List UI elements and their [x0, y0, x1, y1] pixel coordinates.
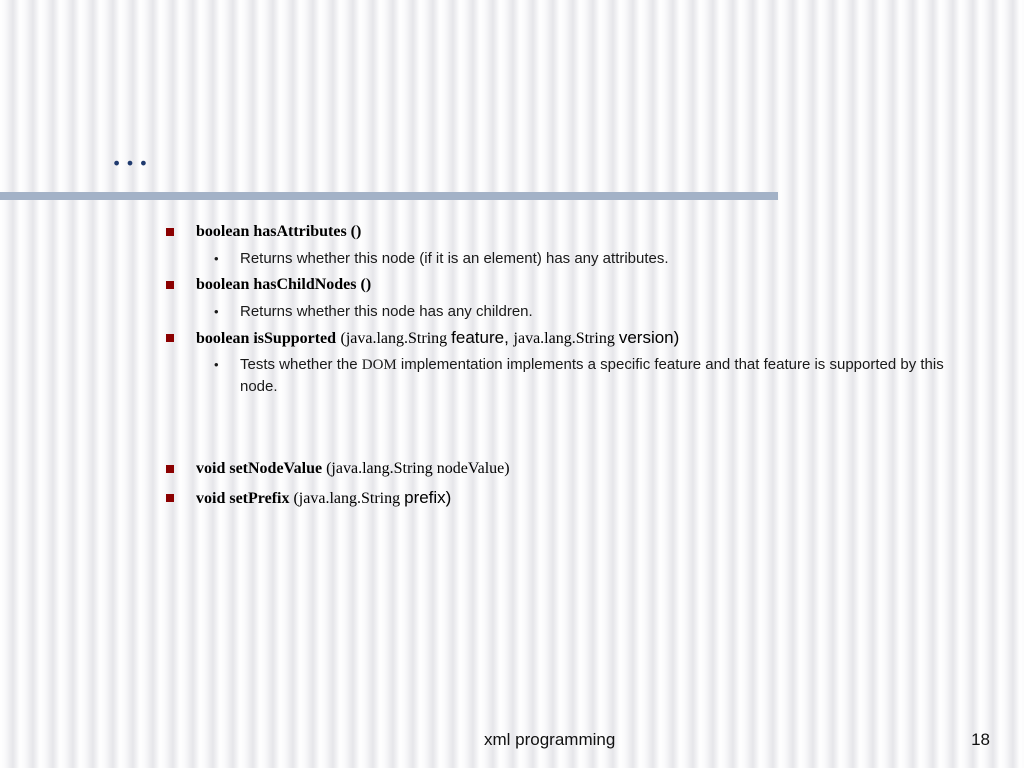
param-name: feature, [451, 328, 514, 347]
dom-term: DOM [361, 357, 397, 373]
bullet-set-node-value [196, 459, 510, 479]
dot-bullet-icon: • [214, 251, 219, 266]
sub-bullet-is-supported [214, 354, 960, 397]
param-type: java.lang.String [513, 330, 619, 347]
param-type: (java.lang.String [340, 330, 452, 347]
method-description-part: Tests whether the [240, 356, 362, 373]
method-name: boolean isSupported [196, 330, 337, 347]
footer-text: xml programming [484, 730, 616, 749]
method-description: Returns whether this node has any children. [240, 303, 533, 320]
method-description-part: implementation implements a specific feature and that feature is supported by this node. [240, 356, 944, 395]
param-name: version) [618, 328, 680, 347]
sub-bullet-has-attributes [214, 248, 960, 269]
square-bullet-icon [166, 465, 174, 473]
dot-bullet-icon: • [214, 304, 219, 319]
method-signature: boolean hasAttributes () [196, 223, 362, 240]
method-signature: boolean hasChildNodes () [196, 276, 372, 293]
sub-bullet-has-child-nodes [214, 301, 960, 322]
square-bullet-icon [166, 228, 174, 236]
param-name: prefix) [404, 488, 452, 507]
title-rule [0, 192, 778, 200]
method-description: Returns whether this node (if it is an element) has any attributes. [240, 250, 669, 267]
slide-title: … [110, 129, 154, 174]
bullet-is-supported [196, 328, 679, 349]
square-bullet-icon [166, 281, 174, 289]
square-bullet-icon [166, 494, 174, 502]
method-name: void setNodeValue [196, 460, 323, 477]
method-name: void setPrefix [196, 490, 290, 507]
square-bullet-icon [166, 334, 174, 342]
bullet-set-prefix [196, 488, 451, 509]
method-params: (java.lang.String nodeValue) [322, 460, 510, 477]
param-type: (java.lang.String [289, 490, 405, 507]
bullet-has-child-nodes [196, 275, 371, 295]
bullet-has-attributes [196, 222, 361, 242]
page-number: 18 [971, 730, 990, 749]
dot-bullet-icon: • [214, 357, 219, 372]
